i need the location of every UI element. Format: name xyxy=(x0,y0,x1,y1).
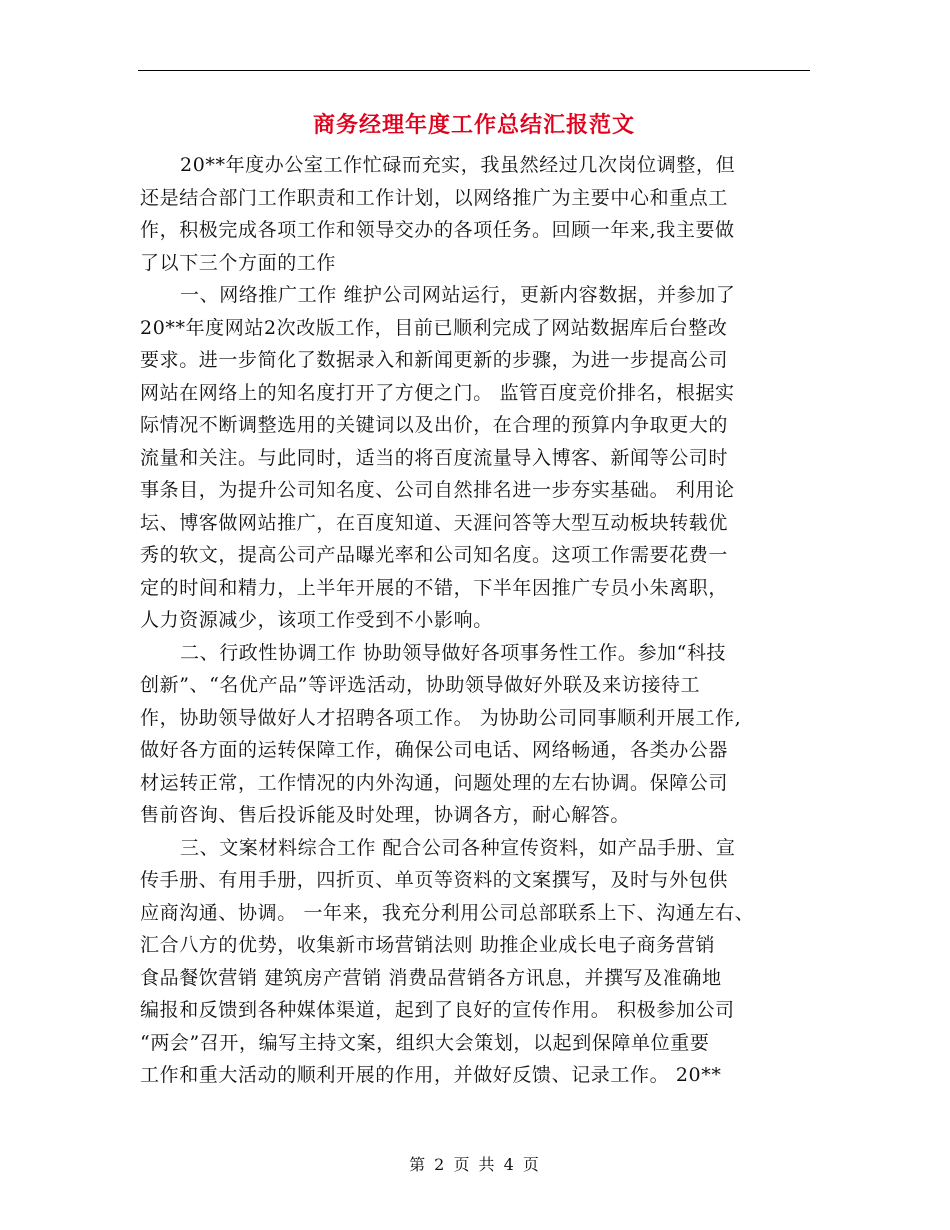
text-line: 食品餐饮营销 建筑房产营销 消费品营销各方讯息，并撰写及准确地 xyxy=(140,966,722,989)
text-line: 三、文案材料综合工作 配合公司各种宣传资料，如产品手册、宣 xyxy=(180,836,736,859)
text-line: 二、行政性协调工作 协助领导做好各项事务性工作。参加“科技 xyxy=(180,641,727,664)
text-line: 定的时间和精力，上半年开展的不错，下半年因推广专员小朱离职， xyxy=(140,576,729,599)
text-line: 20**年度网站2次改版工作，目前已顺利完成了网站数据库后台整改 xyxy=(140,316,728,339)
text-line: 创新”、“名优产品”等评选活动，协助领导做好外联及来访接待工 xyxy=(140,674,701,696)
text-line: 了以下三个方面的工作 xyxy=(140,251,337,274)
text-line: 20**年度办公室工作忙碌而充实，我虽然经过几次岗位调整，但 xyxy=(180,154,736,176)
text-line: 作，积极完成各项工作和领导交办的各项任务。回顾一年来,我主要做 xyxy=(140,219,735,241)
text-line: 人力资源减少，该项工作受到不小影响。 xyxy=(140,609,493,631)
text-line: 编报和反馈到各种媒体渠道，起到了良好的宣传作用。 积极参加公司 xyxy=(140,999,735,1021)
text-line: “两会”召开，编写主持文案，组织大会策划，以起到保障单位重要 xyxy=(140,1031,710,1054)
text-line: 汇合八方的优势，收集新市场营销法则 助推企业成长电子商务营销 xyxy=(140,934,716,956)
text-line: 要求。进一步简化了数据录入和新闻更新的步骤，为进一步提高公司 xyxy=(140,349,729,371)
text-line: 流量和关注。与此同时，适当的将百度流量导入博客、新闻等公司时 xyxy=(140,446,729,469)
text-line: 售前咨询、售后投诉能及时处理，协调各方，耐心解答。 xyxy=(140,804,631,826)
text-line: 际情况不断调整选用的关键词以及出价，在合理的预算内争取更大的 xyxy=(140,414,729,436)
text-line: 一、网络推广工作 维护公司网站运行，更新内容数据，并参加了 xyxy=(180,284,736,306)
text-line: 事条目，为提升公司知名度、公司自然排名进一步夯实基础。 利用论 xyxy=(140,479,735,501)
text-line: 材运转正常，工作情况的内外沟通，问题处理的左右协调。保障公司 xyxy=(140,771,729,794)
text-line: 应商沟通、协调。 一年来，我充分利用公司总部联系上下、沟通左右、 xyxy=(140,901,755,924)
text-line: 做好各方面的运转保障工作，确保公司电话、网络畅通，各类办公器 xyxy=(140,739,729,761)
text-line: 工作和重大活动的顺利开展的作用，并做好反馈、记录工作。 20** xyxy=(140,1064,722,1086)
text-line: 作，协助领导做好人才招聘各项工作。 为协助公司同事顺利开展工作, xyxy=(140,706,742,729)
text-line: 传手册、有用手册，四折页、单页等资料的文案撰写，及时与外包供 xyxy=(140,869,729,891)
text-line: 秀的软文，提高公司产品曝光率和公司知名度。这项工作需要花费一 xyxy=(140,544,729,566)
document-body xyxy=(140,149,808,1092)
text-line: 还是结合部门工作职责和工作计划，以网络推广为主要中心和重点工 xyxy=(140,186,729,209)
header-rule xyxy=(138,70,810,71)
page-number: 第 2 页 共 4 页 xyxy=(409,1155,541,1174)
document-title: 商务经理年度工作总结汇报范文 xyxy=(312,113,635,138)
text-line: 网站在网络上的知名度打开了方便之门。 监管百度竞价排名，根据实 xyxy=(140,381,735,404)
text-line: 坛、博客做网站推广，在百度知道、天涯问答等大型互动板块转载优 xyxy=(140,511,729,534)
